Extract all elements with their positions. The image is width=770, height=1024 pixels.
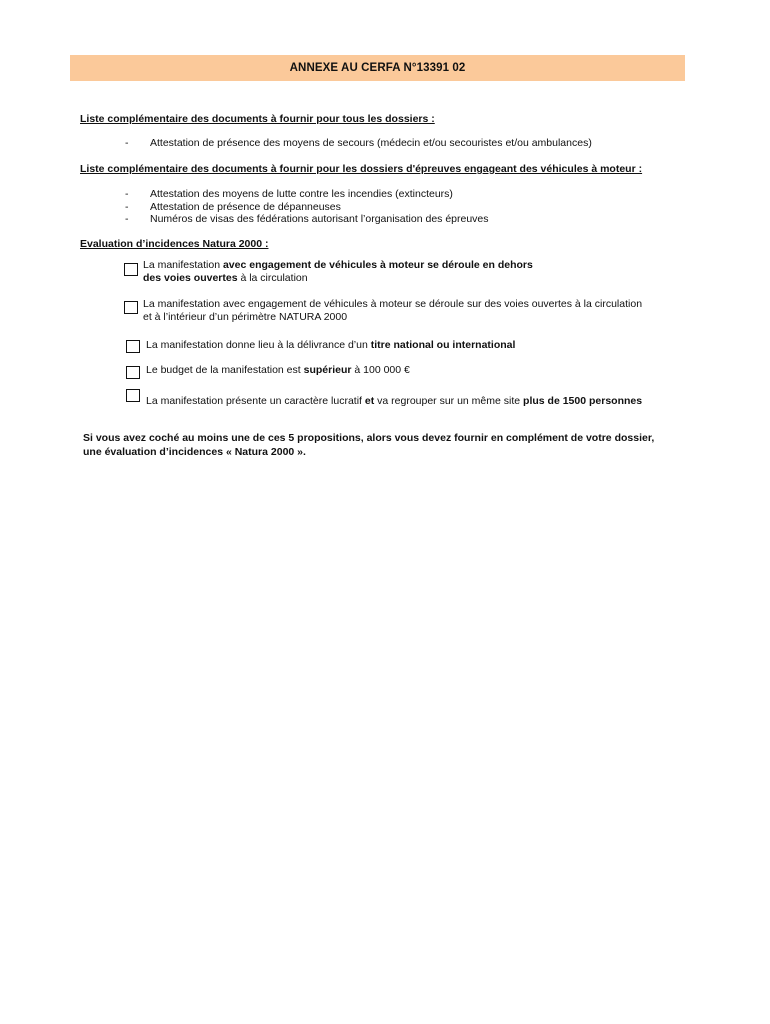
section-all-files-list xyxy=(125,137,592,150)
list-item: - Attestation des moyens de lutte contre les incendies (extincteurs) xyxy=(125,188,453,200)
check-label-off-road: La manifestation avec engagement de véhicules à moteur se déroule en dehors des voies ouvertes à la circulation xyxy=(143,259,533,284)
list-item: - Numéros de visas des fédérations autorisant l’organisation des épreuves xyxy=(125,213,489,225)
conclusion-note: Si vous avez coché au moins une de ces 5 propositions, alors vous devez fournir en complément de votre dossier, une évaluation d’incidences « Natura 2000 ». xyxy=(83,432,655,458)
section-natura-title: Evaluation d’incidences Natura 2000 : xyxy=(80,238,269,250)
checkbox-lucrative[interactable] xyxy=(126,389,140,402)
check-label-budget: Le budget de la manifestation est supérieur à 100 000 € xyxy=(146,364,410,376)
check-label-lucrative: La manifestation présente un caractère lucratif et va regrouper sur un même site plus de 1500 personnes xyxy=(146,395,643,407)
check-label-national-title: La manifestation donne lieu à la délivrance d’un titre national ou international xyxy=(146,339,516,351)
list-item: - Attestation de présence des moyens de secours (médecin et/ou secouristes et/ou ambulances) xyxy=(125,137,592,149)
annex-header xyxy=(70,55,685,81)
section-motor-vehicles-title: Liste complémentaire des documents à fournir pour les dossiers d'épreuves engageant des véhicules à moteur : xyxy=(80,163,643,175)
checkbox-national-title[interactable] xyxy=(126,340,140,353)
section-all-files-title: Liste complémentaire des documents à fournir pour tous les dossiers : xyxy=(80,113,435,125)
checkbox-budget[interactable] xyxy=(126,366,140,379)
checkbox-natura-perimeter[interactable] xyxy=(124,301,138,314)
list-item: - Attestation de présence de dépanneuses xyxy=(125,200,341,213)
checkbox-off-road[interactable] xyxy=(124,263,138,276)
annex-title: ANNEXE AU CERFA N°13391 02 xyxy=(289,62,466,74)
check-label-natura-perimeter: La manifestation avec engagement de véhicules à moteur se déroule sur des voies ouvertes à la circulation et à l’intérieur d’un périmètre NATURA 2000 xyxy=(143,298,643,323)
section-motor-vehicles-list xyxy=(125,188,489,226)
